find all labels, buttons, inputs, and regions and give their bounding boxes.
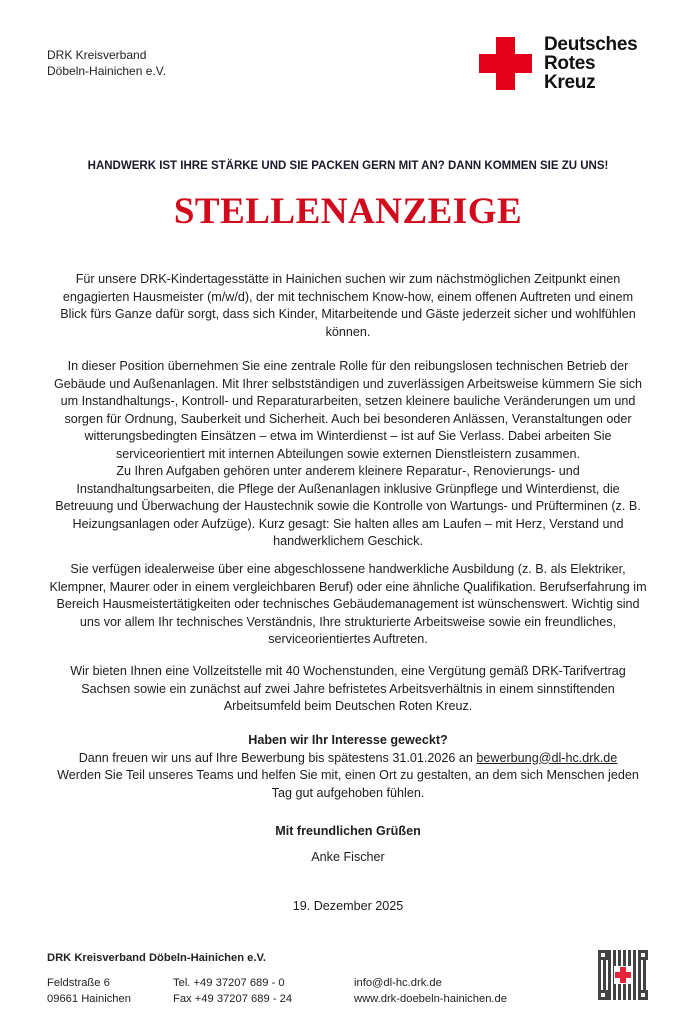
logo-text-line: Rotes	[544, 53, 596, 74]
paragraph-line: Blick fürs Ganze dafür sorgt, dass sich Kinder, Mitarbeitende und Gäste jederzeit sicher und wohlfühlen	[60, 307, 636, 321]
org-line: DRK Kreisverband	[47, 48, 147, 62]
paragraph-line: Arbeitsumfeld beim Deutschen Roten Kreuz.	[223, 699, 473, 713]
paragraph-line: Sie verfügen idealerweise über eine abgeschlossene handwerkliche Ausbildung (z. B. als Elektriker,	[70, 562, 626, 576]
footer-tel: Tel. +49 37207 689 - 0	[173, 977, 285, 989]
footer-street: Feldstraße 6	[47, 977, 110, 989]
footer-fax: Fax +49 37207 689 - 24	[173, 993, 293, 1005]
paragraph-line: serviceorientiertes Auftreten.	[268, 632, 428, 646]
cta-line	[20, 750, 676, 768]
paragraph-line: witterungsbedingten Einsätzen – etwa im Winterdienst – ist auf Sie Verlass. Dabei arbeiten Sie	[84, 429, 612, 443]
page-title: STELLENANZEIGE	[173, 191, 523, 232]
footer-website[interactable]: www.drk-doebeln-hainichen.de	[354, 993, 507, 1005]
cta-question: Haben wir Ihr Interesse geweckt?	[248, 733, 448, 747]
paragraph-line: Sachsen sowie ein zunächst auf zwei Jahre befristetes Arbeitsverhältnis in einem sinnstiftenden	[81, 681, 615, 696]
paragraph-tasks	[20, 358, 676, 551]
qr-code-icon	[598, 950, 648, 1000]
paragraph-line: Zu Ihren Aufgaben gehören unter anderem kleinere Reparatur-, Renovierungs- und	[116, 464, 580, 478]
paragraph-line: engagierten Hausmeister (m/w/d), der mit technischem Know-how, einem offenen Auftreten und einem	[62, 289, 634, 304]
paragraph-line: Gebäude und Außenanlagen. Mit Ihrer selbstständigen und zuverlässigen Arbeitsweise kümmern Sie sich	[53, 376, 643, 391]
paragraph-line: In dieser Position übernehmen Sie eine zentrale Rolle für den reibungslosen technischen Betrieb der	[67, 359, 629, 373]
closing-greeting: Mit freundlichen Grüßen	[275, 824, 421, 838]
footer-email[interactable]: info@dl-hc.drk.de	[354, 977, 442, 989]
paragraph-qualifications	[20, 561, 676, 649]
paragraph-line: Für unsere DRK-Kindertagesstätte in Hainichen suchen wir zum nächstmöglichen Zeitpunkt einen	[75, 272, 621, 286]
logo-text-line: Kreuz	[544, 72, 596, 93]
footer-address	[47, 975, 131, 1007]
paragraph-line: Klempner, Maurer oder in einem vergleichbaren Beruf) oder eine ähnliche Qualifikation. Berufserfahrung im	[49, 579, 647, 594]
logo-wordmark	[544, 35, 637, 92]
org-line: Döbeln-Hainichen e.V.	[47, 64, 166, 78]
red-cross-logo-icon	[479, 37, 532, 90]
application-email-link[interactable]: bewerbung@dl-hc.drk.de	[476, 750, 618, 765]
paragraph-line: uns vor allem Ihr technisches Verständnis, Ihre strukturierte Arbeitsweise sowie ein freundliches,	[79, 614, 617, 629]
cta-line: Werden Sie Teil unseres Teams und helfen Sie mit, einen Ort zu gestalten, an dem sich Menschen jeden	[57, 768, 639, 782]
paragraph-line: können.	[325, 324, 371, 339]
footer-online	[354, 975, 507, 1007]
call-to-action	[20, 732, 676, 802]
logo-text-line: Deutsches	[544, 34, 638, 55]
paragraph-line: Bereich Hausmeistertätigkeiten oder technisches Gebäudemanagement ist wünschenswert. Wichtig sind	[56, 597, 640, 611]
organization-name	[47, 47, 166, 79]
paragraph-line: Instandhaltungsarbeiten, die Pflege der Außenanlagen inklusive Grünpflege und Winterdienst, die	[76, 481, 620, 496]
footer-phone	[173, 975, 292, 1007]
paragraph-line: Wir bieten Ihnen eine Vollzeitstelle mit 40 Wochenstunden, eine Vergütung gemäß DRK-Tarifvertrag	[70, 664, 626, 678]
signatory-name: Anke Fischer	[311, 850, 385, 864]
paragraph-line: Heizungsanlagen oder Aufzüge). Kurz gesagt: Sie halten alles am Laufen – mit Herz, Verstand und	[72, 516, 624, 531]
paragraph-line: um Instandhaltungs-, Kontroll- und Reparaturarbeiten, setzen kleinere bauliche Veränderungen um und	[60, 394, 636, 408]
paragraph-line: serviceorientiert mit internen Abteilungen sowie externen Dienstleistern zusammen.	[115, 446, 581, 461]
paragraph-offer	[20, 663, 676, 716]
footer-city: 09661 Hainichen	[47, 993, 131, 1005]
paragraph-line: handwerklichem Geschick.	[273, 534, 423, 548]
paragraph-line: sorgen für Ordnung, Sauberkeit und Sicherheit. Auch bei besonderen Anlässen, Veranstaltungen oder	[64, 411, 632, 426]
cta-text: Dann freuen wir uns auf Ihre Bewerbung bis spätestens 31.01.2026 an	[78, 750, 477, 765]
date: 19. Dezember 2025	[292, 899, 404, 913]
footer-org: DRK Kreisverband Döbeln-Hainichen e.V.	[47, 952, 267, 964]
paragraph-line: Betreuung und Überwachung der Haustechnik sowie die Kontrolle von Wartungs- und Prüfterminen (z. B.	[55, 499, 641, 513]
paragraph-intro	[20, 271, 676, 341]
headline: HANDWERK IST IHRE STÄRKE UND SIE PACKEN GERN MIT AN? DANN KOMMEN SIE ZU UNS!	[87, 160, 609, 172]
cta-line: Tag gut aufgehoben fühlen.	[271, 785, 425, 800]
